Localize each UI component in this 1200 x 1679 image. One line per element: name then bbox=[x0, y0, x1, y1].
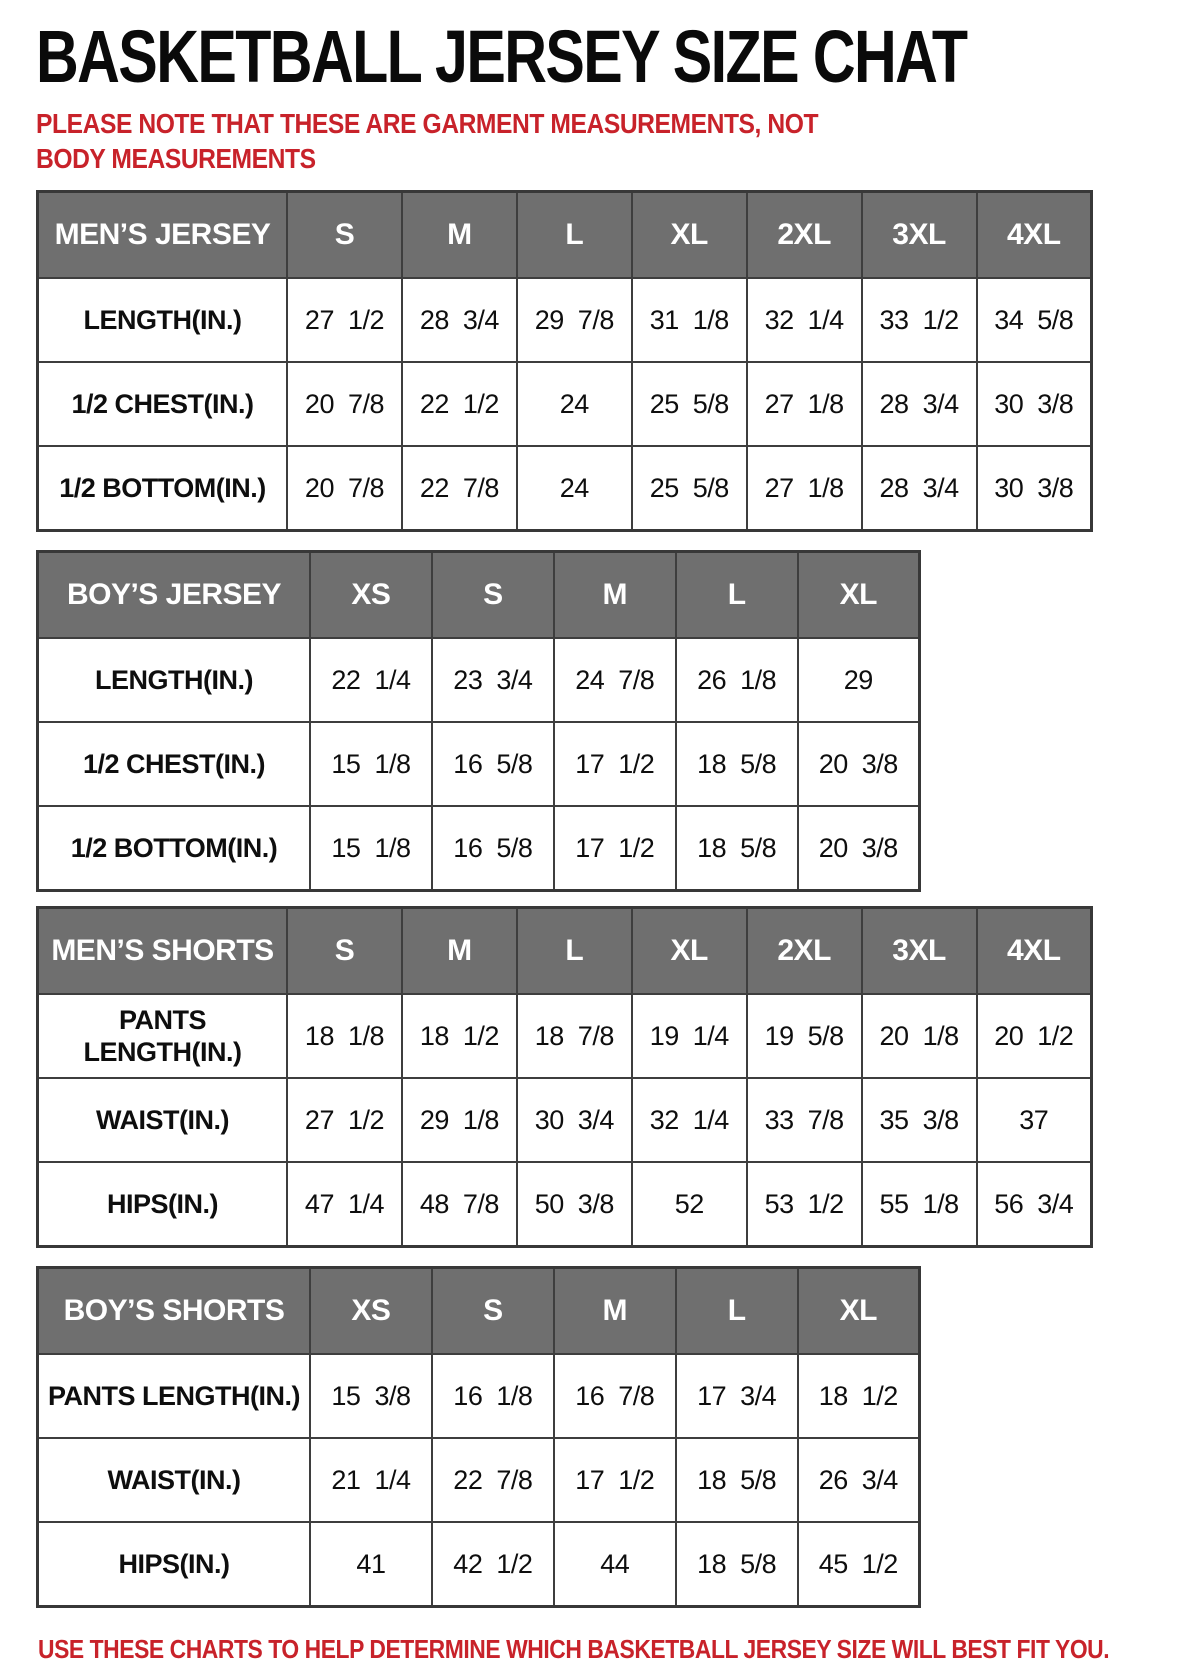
measurement-value-cell: 25 5/8 bbox=[632, 446, 747, 531]
size-header-cell: M bbox=[402, 908, 517, 995]
measurement-value-cell: 41 bbox=[310, 1522, 432, 1607]
measurement-value-cell: 45 1/2 bbox=[798, 1522, 920, 1607]
row-label-cell: PANTS LENGTH(IN.) bbox=[38, 994, 288, 1078]
measurement-value-cell: 27 1/2 bbox=[287, 278, 402, 362]
measurement-value-cell: 18 5/8 bbox=[676, 806, 798, 891]
measurement-value-cell: 53 1/2 bbox=[747, 1162, 862, 1247]
boys-jersey-table bbox=[36, 550, 921, 892]
size-header-cell: M bbox=[554, 552, 676, 639]
table-row bbox=[38, 278, 1092, 362]
measurement-value-cell: 28 3/4 bbox=[862, 362, 977, 446]
size-header-cell: XS bbox=[310, 552, 432, 639]
size-header-cell: XL bbox=[632, 908, 747, 995]
measurement-value-cell: 17 1/2 bbox=[554, 1438, 676, 1522]
size-header-cell: XL bbox=[798, 1268, 920, 1355]
measurement-value-cell: 50 3/8 bbox=[517, 1162, 632, 1247]
measurement-value-cell: 26 3/4 bbox=[798, 1438, 920, 1522]
measurement-value-cell: 22 7/8 bbox=[402, 446, 517, 531]
table-row bbox=[38, 1354, 920, 1438]
measurement-value-cell: 15 1/8 bbox=[310, 722, 432, 806]
measurement-value-cell: 19 5/8 bbox=[747, 994, 862, 1078]
row-label-cell: WAIST(IN.) bbox=[38, 1078, 288, 1162]
measurement-value-cell: 27 1/8 bbox=[747, 446, 862, 531]
row-label-cell: PANTS LENGTH(IN.) bbox=[38, 1354, 311, 1438]
measurement-value-cell: 16 7/8 bbox=[554, 1354, 676, 1438]
measurement-value-cell: 15 1/8 bbox=[310, 806, 432, 891]
table-row bbox=[38, 722, 920, 806]
measurement-value-cell: 18 1/2 bbox=[798, 1354, 920, 1438]
table-title-cell: BOY’S JERSEY bbox=[38, 552, 311, 639]
measurement-value-cell: 30 3/8 bbox=[977, 362, 1092, 446]
measurement-value-cell: 33 1/2 bbox=[862, 278, 977, 362]
row-label-cell: 1/2 CHEST(IN.) bbox=[38, 722, 311, 806]
size-header-cell: M bbox=[554, 1268, 676, 1355]
page-title: BASKETBALL JERSEY SIZE CHAT bbox=[36, 15, 967, 98]
row-label-cell: 1/2 BOTTOM(IN.) bbox=[38, 806, 311, 891]
size-header-cell: L bbox=[676, 552, 798, 639]
mens-shorts-table bbox=[36, 906, 1093, 1248]
measurement-value-cell: 28 3/4 bbox=[402, 278, 517, 362]
table-row bbox=[38, 1438, 920, 1522]
measurement-value-cell: 27 1/2 bbox=[287, 1078, 402, 1162]
measurement-value-cell: 22 1/4 bbox=[310, 638, 432, 722]
size-header-cell: 4XL bbox=[977, 192, 1092, 279]
size-header-cell: L bbox=[676, 1268, 798, 1355]
measurement-value-cell: 18 5/8 bbox=[676, 1438, 798, 1522]
measurement-value-cell: 17 1/2 bbox=[554, 722, 676, 806]
footer-advice-text: USE THESE CHARTS TO HELP DETERMINE WHICH BASKETBALL JERSEY SIZE WILL BEST FIT YOU. bbox=[38, 1634, 1110, 1664]
measurement-value-cell: 20 1/2 bbox=[977, 994, 1092, 1078]
size-header-cell: 3XL bbox=[862, 192, 977, 279]
size-header-cell: 4XL bbox=[977, 908, 1092, 995]
table-row bbox=[38, 446, 1092, 531]
measurement-value-cell: 52 bbox=[632, 1162, 747, 1247]
measurement-value-cell: 18 1/8 bbox=[287, 994, 402, 1078]
measurement-value-cell: 29 7/8 bbox=[517, 278, 632, 362]
measurement-value-cell: 31 1/8 bbox=[632, 278, 747, 362]
measurement-value-cell: 16 5/8 bbox=[432, 806, 554, 891]
size-header-cell: S bbox=[432, 1268, 554, 1355]
table-row bbox=[38, 638, 920, 722]
measurement-value-cell: 20 1/8 bbox=[862, 994, 977, 1078]
garment-measurement-note: PLEASE NOTE THAT THESE ARE GARMENT MEASUREMENTS, NOT BODY MEASUREMENTS bbox=[36, 108, 819, 174]
measurement-value-cell: 32 1/4 bbox=[632, 1078, 747, 1162]
measurement-value-cell: 32 1/4 bbox=[747, 278, 862, 362]
measurement-value-cell: 20 7/8 bbox=[287, 362, 402, 446]
measurement-value-cell: 26 1/8 bbox=[676, 638, 798, 722]
measurement-value-cell: 25 5/8 bbox=[632, 362, 747, 446]
measurement-value-cell: 17 3/4 bbox=[676, 1354, 798, 1438]
size-header-cell: M bbox=[402, 192, 517, 279]
measurement-value-cell: 17 1/2 bbox=[554, 806, 676, 891]
measurement-value-cell: 18 1/2 bbox=[402, 994, 517, 1078]
size-header-cell: S bbox=[287, 192, 402, 279]
measurement-value-cell: 56 3/4 bbox=[977, 1162, 1092, 1247]
measurement-value-cell: 29 bbox=[798, 638, 920, 722]
size-header-cell: XL bbox=[632, 192, 747, 279]
size-header-cell: L bbox=[517, 908, 632, 995]
boys-shorts-table bbox=[36, 1266, 921, 1608]
measurement-value-cell: 35 3/8 bbox=[862, 1078, 977, 1162]
size-header-cell: 3XL bbox=[862, 908, 977, 995]
table-row bbox=[38, 362, 1092, 446]
row-label-cell: HIPS(IN.) bbox=[38, 1522, 311, 1607]
header-row bbox=[38, 192, 1092, 279]
header-row bbox=[38, 552, 920, 639]
row-label-cell: 1/2 BOTTOM(IN.) bbox=[38, 446, 288, 531]
measurement-value-cell: 30 3/4 bbox=[517, 1078, 632, 1162]
measurement-value-cell: 24 7/8 bbox=[554, 638, 676, 722]
table-row bbox=[38, 1078, 1092, 1162]
measurement-value-cell: 18 5/8 bbox=[676, 1522, 798, 1607]
table-title-cell: BOY’S SHORTS bbox=[38, 1268, 311, 1355]
measurement-value-cell: 24 bbox=[517, 446, 632, 531]
measurement-value-cell: 29 1/8 bbox=[402, 1078, 517, 1162]
measurement-value-cell: 20 7/8 bbox=[287, 446, 402, 531]
measurement-value-cell: 16 1/8 bbox=[432, 1354, 554, 1438]
row-label-cell: WAIST(IN.) bbox=[38, 1438, 311, 1522]
row-label-cell: 1/2 CHEST(IN.) bbox=[38, 362, 288, 446]
table-row bbox=[38, 1162, 1092, 1247]
measurement-value-cell: 55 1/8 bbox=[862, 1162, 977, 1247]
measurement-value-cell: 18 7/8 bbox=[517, 994, 632, 1078]
measurement-value-cell: 33 7/8 bbox=[747, 1078, 862, 1162]
measurement-value-cell: 22 7/8 bbox=[432, 1438, 554, 1522]
measurement-value-cell: 15 3/8 bbox=[310, 1354, 432, 1438]
table-title-cell: MEN’S JERSEY bbox=[38, 192, 288, 279]
size-header-cell: S bbox=[432, 552, 554, 639]
measurement-value-cell: 47 1/4 bbox=[287, 1162, 402, 1247]
size-header-cell: XS bbox=[310, 1268, 432, 1355]
table-row bbox=[38, 806, 920, 891]
measurement-value-cell: 23 3/4 bbox=[432, 638, 554, 722]
measurement-value-cell: 16 5/8 bbox=[432, 722, 554, 806]
size-header-cell: L bbox=[517, 192, 632, 279]
measurement-value-cell: 48 7/8 bbox=[402, 1162, 517, 1247]
size-header-cell: 2XL bbox=[747, 192, 862, 279]
table-title-cell: MEN’S SHORTS bbox=[38, 908, 288, 995]
size-header-cell: XL bbox=[798, 552, 920, 639]
size-header-cell: 2XL bbox=[747, 908, 862, 995]
measurement-value-cell: 22 1/2 bbox=[402, 362, 517, 446]
measurement-value-cell: 27 1/8 bbox=[747, 362, 862, 446]
row-label-cell: LENGTH(IN.) bbox=[38, 278, 288, 362]
table-row bbox=[38, 1522, 920, 1607]
measurement-value-cell: 21 1/4 bbox=[310, 1438, 432, 1522]
size-header-cell: S bbox=[287, 908, 402, 995]
measurement-value-cell: 34 5/8 bbox=[977, 278, 1092, 362]
measurement-value-cell: 20 3/8 bbox=[798, 806, 920, 891]
table-row bbox=[38, 994, 1092, 1078]
measurement-value-cell: 37 bbox=[977, 1078, 1092, 1162]
measurement-value-cell: 20 3/8 bbox=[798, 722, 920, 806]
measurement-value-cell: 42 1/2 bbox=[432, 1522, 554, 1607]
measurement-value-cell: 24 bbox=[517, 362, 632, 446]
measurement-value-cell: 28 3/4 bbox=[862, 446, 977, 531]
row-label-cell: LENGTH(IN.) bbox=[38, 638, 311, 722]
measurement-value-cell: 30 3/8 bbox=[977, 446, 1092, 531]
row-label-cell: HIPS(IN.) bbox=[38, 1162, 288, 1247]
measurement-value-cell: 19 1/4 bbox=[632, 994, 747, 1078]
header-row bbox=[38, 908, 1092, 995]
mens-jersey-table bbox=[36, 190, 1093, 532]
measurement-value-cell: 44 bbox=[554, 1522, 676, 1607]
header-row bbox=[38, 1268, 920, 1355]
measurement-value-cell: 18 5/8 bbox=[676, 722, 798, 806]
